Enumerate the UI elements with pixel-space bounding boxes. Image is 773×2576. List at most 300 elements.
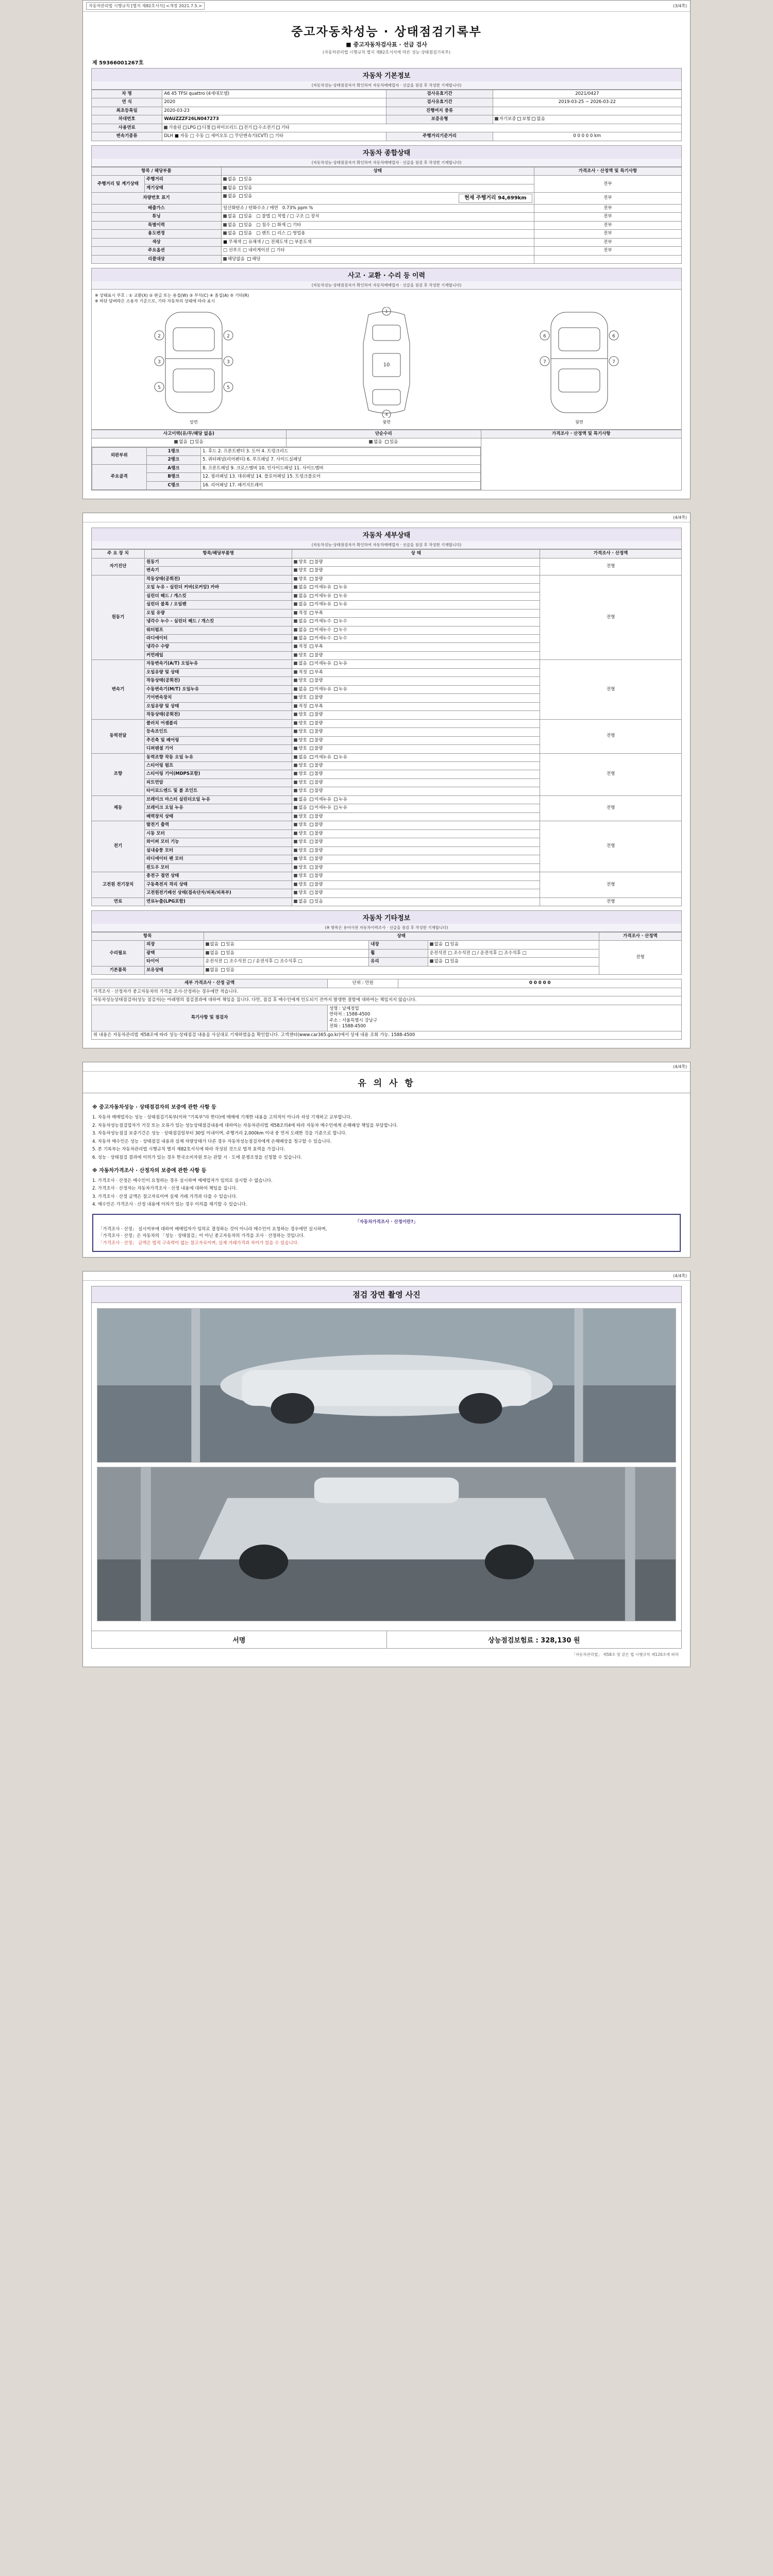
checkbox-exterior-none[interactable] bbox=[206, 942, 209, 946]
checkbox-2-1-0[interactable] bbox=[294, 670, 297, 674]
checkbox-4-0-2[interactable] bbox=[334, 755, 338, 759]
detail-item-label: 실린더 블록 / 오일팬 bbox=[145, 601, 292, 609]
opt-label: 양호 bbox=[298, 559, 310, 565]
checkbox-7-2-1[interactable] bbox=[310, 891, 313, 894]
checkbox-2-0-2[interactable] bbox=[334, 662, 338, 665]
checkbox-mileage-yes[interactable] bbox=[239, 177, 243, 181]
car-diagram-front bbox=[150, 307, 238, 425]
checkbox-interior-yes[interactable] bbox=[445, 942, 449, 946]
checkbox-1-7-0[interactable] bbox=[294, 636, 297, 640]
table-row bbox=[92, 213, 682, 221]
checkbox-self-guarantee[interactable] bbox=[495, 117, 498, 121]
other-state-exterior bbox=[204, 941, 369, 949]
detail-group-price-1: 전형 bbox=[540, 575, 682, 660]
checkbox-4-0-0[interactable] bbox=[294, 755, 297, 759]
opt-label: 없음 bbox=[227, 194, 237, 199]
detail-item-label: 작동상태(공회전) bbox=[145, 711, 292, 719]
detail-item-state bbox=[292, 753, 540, 761]
detail-item-state bbox=[292, 804, 540, 812]
overall-price-plate: 전부 bbox=[534, 193, 681, 205]
label-accident-history: 사고이력(유/무/해당 없음) bbox=[92, 430, 287, 438]
checkbox-3-0-1[interactable] bbox=[310, 721, 313, 725]
overall-price-options: 전부 bbox=[534, 247, 681, 255]
checkbox-polish-none[interactable] bbox=[206, 951, 209, 955]
parts-group-frame: 주요골격 bbox=[92, 464, 147, 489]
checkbox-1-9-1[interactable] bbox=[310, 653, 313, 657]
table-row bbox=[92, 966, 682, 974]
opt-label: 불량 bbox=[314, 763, 326, 768]
checkbox-glass-yes[interactable] bbox=[445, 959, 449, 963]
detail-item-label: 배력장치 상태 bbox=[145, 812, 292, 821]
opt-label: 없음 bbox=[298, 635, 310, 641]
notice-item: 4. 매수인은 가격조사 · 산정 내용에 이의가 있는 경우 이의를 제기할 수 있습니다. bbox=[92, 1202, 247, 1208]
detail-item-label: 추진축 및 베어링 bbox=[145, 736, 292, 744]
checkbox-glass-none[interactable] bbox=[430, 959, 433, 963]
detail-item-label: 고전원전기배선 상태(접속단자/피복/피복부) bbox=[145, 889, 292, 897]
other-item-tire: 타이어 bbox=[145, 958, 204, 966]
detail-item-state bbox=[292, 838, 540, 846]
detail-item-state bbox=[292, 736, 540, 744]
checkbox-6-1-0[interactable] bbox=[294, 832, 297, 835]
detail-group-price-8: 전형 bbox=[540, 897, 682, 906]
checkbox-1-9-0[interactable] bbox=[294, 653, 297, 657]
opt-label: 미세누유 bbox=[314, 602, 334, 607]
checkbox-1-8-1[interactable] bbox=[310, 645, 313, 648]
detail-group-0: 자기진단 bbox=[92, 558, 145, 575]
opt-label: 적정 bbox=[298, 703, 310, 709]
checkbox-6-4-0[interactable] bbox=[294, 857, 297, 860]
checkbox-7-0-1[interactable] bbox=[310, 874, 313, 877]
table-row bbox=[92, 719, 682, 727]
checkbox-5-1-1[interactable] bbox=[310, 806, 313, 809]
checkbox-accident-yes[interactable] bbox=[190, 440, 194, 444]
checkbox-1-6-2[interactable] bbox=[334, 628, 338, 632]
notice-box-title: 「자동차가격조사 · 산정이란?」 bbox=[355, 1219, 418, 1225]
checkbox-gauge-none[interactable] bbox=[223, 186, 227, 190]
parts-list-2: 5. 쿼터패널(리어펜더) 6. 루프패널 7. 사이드실패널 bbox=[201, 456, 481, 464]
svg-text:5: 5 bbox=[158, 385, 161, 391]
svg-text:1: 1 bbox=[385, 309, 388, 314]
car-top-svg bbox=[348, 307, 425, 418]
checkbox-fuel-hybrid[interactable] bbox=[212, 126, 215, 129]
checkbox-5-0-0[interactable] bbox=[294, 798, 297, 801]
checkbox-1-7-2[interactable] bbox=[334, 636, 338, 640]
checkbox-4-1-0[interactable] bbox=[294, 764, 297, 767]
checkbox-5-2-1[interactable] bbox=[310, 815, 313, 818]
value-year: 2020 bbox=[162, 98, 386, 107]
table-row bbox=[92, 98, 682, 107]
checkbox-1-5-1[interactable] bbox=[310, 619, 313, 623]
checkbox-2-3-2[interactable] bbox=[334, 687, 338, 691]
form-code: 자동차관리법 시행규칙 [별지 제82호서식] <개정 2021.7.5.> bbox=[86, 2, 205, 10]
opt-label: 있음 bbox=[243, 185, 253, 191]
table-row bbox=[92, 193, 682, 205]
checkbox-tuning-yes[interactable] bbox=[239, 214, 243, 218]
checkbox-2-5-1[interactable] bbox=[310, 704, 313, 708]
checkbox-fuel-lpg[interactable] bbox=[183, 126, 187, 129]
overall-price-recall bbox=[534, 255, 681, 263]
other-col-state: 상태 bbox=[204, 932, 599, 940]
parts-list-b: 12. 필러패널 13. 대쉬패널 14. 플로어패널 15. 트렁크플로어 bbox=[201, 473, 481, 481]
detail-item-state bbox=[292, 880, 540, 889]
checkbox-1-2-2[interactable] bbox=[334, 594, 338, 598]
detail-item-state bbox=[292, 728, 540, 736]
checkbox-7-2-0[interactable] bbox=[294, 891, 297, 894]
checkbox-3-3-1[interactable] bbox=[310, 747, 313, 750]
overall-state-emission bbox=[221, 204, 534, 212]
other-price-value: 전형 bbox=[599, 941, 681, 975]
section-overall-title: 자동차 종합상태 bbox=[91, 145, 682, 159]
checkbox-recall-none[interactable] bbox=[223, 257, 227, 261]
opt-label: 부족 bbox=[314, 610, 326, 616]
fee-digit: 0 bbox=[533, 980, 537, 986]
checkbox-5-0-2[interactable] bbox=[334, 798, 338, 801]
checkbox-8-0-1[interactable] bbox=[310, 900, 313, 903]
checkbox-4-2-1[interactable] bbox=[310, 772, 313, 775]
checkbox-1-1-0[interactable] bbox=[294, 585, 297, 589]
checkbox-7-1-1[interactable] bbox=[310, 883, 313, 886]
checkbox-usage-none[interactable] bbox=[223, 231, 227, 235]
detail-group-7: 고전원 전기장치 bbox=[92, 872, 145, 897]
value-inspection-type bbox=[493, 107, 681, 115]
checkbox-1-3-1[interactable] bbox=[310, 602, 313, 606]
opt-label: 없음 bbox=[210, 967, 219, 973]
section-other-note: (※ 항목은 용어사전 자동차이력조사 · 선급을 점검 후 작성한 기재합니다) bbox=[91, 924, 682, 932]
checkbox-3-1-1[interactable] bbox=[310, 730, 313, 733]
page-2-top-strip bbox=[83, 513, 690, 522]
table-row bbox=[92, 1031, 682, 1039]
opt-label: 없음 bbox=[298, 796, 310, 802]
opt-label: 미세누유 bbox=[314, 754, 334, 760]
detail-item-state bbox=[292, 643, 540, 651]
checkbox-0-0-1[interactable] bbox=[310, 560, 313, 564]
checkbox-accident-none[interactable] bbox=[174, 440, 178, 444]
checkbox-plate-yes[interactable] bbox=[239, 194, 243, 198]
overall-item-special: 특별이력 bbox=[92, 221, 222, 229]
checkbox-4-2-0[interactable] bbox=[294, 772, 297, 775]
opt-label: 불량 bbox=[314, 678, 326, 684]
detail-item-state bbox=[292, 592, 540, 600]
svg-text:2: 2 bbox=[227, 334, 230, 339]
checkbox-4-4-0[interactable] bbox=[294, 789, 297, 792]
value-simple-repair: 없음 있음 bbox=[286, 438, 481, 447]
table-row bbox=[92, 558, 682, 566]
fee-digits bbox=[398, 979, 682, 988]
checkbox-1-1-1[interactable] bbox=[310, 585, 313, 589]
opt-label: 미세누유 bbox=[314, 805, 334, 811]
checkbox-1-2-0[interactable] bbox=[294, 594, 297, 598]
checkbox-holding-yes[interactable] bbox=[221, 968, 225, 972]
checkbox-1-4-0[interactable] bbox=[294, 611, 297, 615]
checkbox-8-0-0[interactable] bbox=[294, 900, 297, 903]
checkbox-fuel-hydrogen[interactable] bbox=[254, 126, 257, 129]
checkbox-2-2-0[interactable] bbox=[294, 679, 297, 682]
opt-label: 적정 bbox=[298, 644, 310, 650]
fee-digit: 0 bbox=[547, 980, 551, 986]
detail-item-state bbox=[292, 897, 540, 906]
detail-item-label: 충전구 절연 상태 bbox=[145, 872, 292, 880]
other-item-interior: 내장 bbox=[369, 941, 428, 949]
table-row bbox=[92, 660, 682, 668]
checkbox-0-1-0[interactable] bbox=[294, 568, 297, 572]
detail-item-label: 구동축전지 격리 상태 bbox=[145, 880, 292, 889]
checkbox-1-7-1[interactable] bbox=[310, 636, 313, 640]
checkbox-2-3-0[interactable] bbox=[294, 687, 297, 691]
checkbox-4-4-1[interactable] bbox=[310, 789, 313, 792]
checkbox-4-3-0[interactable] bbox=[294, 781, 297, 784]
opt-label: 부족 bbox=[314, 644, 326, 650]
table-row bbox=[92, 238, 682, 246]
notice-heading-2: ※ 자동차가격조사 · 산정자의 보증에 관한 사항 등 bbox=[92, 1167, 207, 1174]
detail-item-label: 오일 누유 - 실린더 커버(로커암) 카바 bbox=[145, 584, 292, 592]
checkbox-5-1-0[interactable] bbox=[294, 806, 297, 809]
checkbox-6-2-0[interactable] bbox=[294, 840, 297, 843]
detail-item-state bbox=[292, 702, 540, 710]
detail-group-1: 원동기 bbox=[92, 575, 145, 660]
checkbox-1-6-0[interactable] bbox=[294, 628, 297, 632]
opt-label: 양호 bbox=[298, 695, 310, 701]
car-diagram-top bbox=[348, 307, 425, 425]
checkbox-1-0-0[interactable] bbox=[294, 577, 297, 581]
detail-item-label: 오일 유량 bbox=[145, 609, 292, 617]
checkbox-4-1-1[interactable] bbox=[310, 764, 313, 767]
table-row bbox=[92, 872, 682, 880]
detail-item-state bbox=[292, 795, 540, 804]
checkbox-tuning-none[interactable] bbox=[223, 214, 227, 218]
checkbox-6-0-0[interactable] bbox=[294, 823, 297, 826]
detail-item-state bbox=[292, 575, 540, 583]
opt-label: 없음 bbox=[210, 950, 219, 956]
checkbox-6-5-1[interactable] bbox=[310, 866, 313, 869]
checkbox-7-1-0[interactable] bbox=[294, 883, 297, 886]
checkbox-1-4-1[interactable] bbox=[310, 611, 313, 615]
section-accident-title: 사고 · 교환 · 수리 등 이력 bbox=[91, 268, 682, 281]
opt-label: 미세누유 bbox=[314, 661, 334, 667]
checkbox-1-5-0[interactable] bbox=[294, 619, 297, 623]
other-state-tire: 운전석전 □ 조수석전 □ / 운전석후 □ 조수석후 □ bbox=[204, 958, 369, 966]
checkbox-2-6-1[interactable] bbox=[310, 713, 313, 716]
checkbox-2-1-1[interactable] bbox=[310, 670, 313, 674]
table-row bbox=[92, 132, 682, 141]
detail-item-label: 변속기 bbox=[145, 567, 292, 575]
checkbox-repair-yes[interactable] bbox=[385, 440, 389, 444]
detail-item-state bbox=[292, 745, 540, 753]
checkbox-recall-yes[interactable] bbox=[247, 257, 251, 261]
checkbox-2-4-0[interactable] bbox=[294, 696, 297, 699]
checkbox-special-none[interactable] bbox=[223, 223, 227, 227]
label-first-registration: 최초등록일 bbox=[92, 107, 162, 115]
current-mileage-label: 현재 주행거리 bbox=[464, 195, 496, 201]
opt-label: 없음 bbox=[227, 177, 237, 182]
signature-label: 서명 bbox=[92, 1631, 387, 1648]
opt-label: 양호 bbox=[298, 652, 310, 658]
checkbox-fuel-electric[interactable] bbox=[239, 126, 243, 129]
checkbox-3-2-0[interactable] bbox=[294, 738, 297, 742]
checkbox-3-1-0[interactable] bbox=[294, 730, 297, 733]
checkbox-fuel-etc[interactable] bbox=[276, 126, 280, 129]
checkbox-1-1-2[interactable] bbox=[334, 585, 338, 589]
overall-state-table bbox=[91, 167, 682, 264]
checkbox-interior-none[interactable] bbox=[430, 942, 433, 946]
fee-digit: 0 bbox=[538, 980, 542, 986]
opt-label: 불량 bbox=[314, 848, 326, 853]
detail-item-label: 브레이크 오일 누유 bbox=[145, 804, 292, 812]
opt-label: 없음 bbox=[227, 231, 237, 236]
checkbox-6-2-1[interactable] bbox=[310, 840, 313, 843]
checkbox-plate-none[interactable] bbox=[223, 194, 227, 198]
detail-item-label: 등속조인트 bbox=[145, 728, 292, 736]
checkbox-4-0-1[interactable] bbox=[310, 755, 313, 759]
fee-contact-line: 성명 : 남제정업 bbox=[329, 1006, 359, 1011]
checkbox-none[interactable] bbox=[532, 117, 535, 121]
opt-label: 양호 bbox=[298, 814, 310, 819]
checkbox-1-8-0[interactable] bbox=[294, 645, 297, 648]
accident-diagram-area bbox=[91, 290, 682, 430]
car-rear-svg bbox=[535, 307, 623, 418]
detail-group-3: 동력전달 bbox=[92, 719, 145, 753]
checkbox-5-0-1[interactable] bbox=[310, 798, 313, 801]
overall-item-options: 주요옵션 bbox=[92, 247, 222, 255]
detail-item-state bbox=[292, 677, 540, 685]
checkbox-1-3-0[interactable] bbox=[294, 602, 297, 606]
detail-item-label: 라디에이터 bbox=[145, 634, 292, 642]
opt-label: 없음 bbox=[298, 661, 310, 667]
detail-group-price-6: 전형 bbox=[540, 821, 682, 872]
notice-heading-1: ※ 중고자동차성능 · 상태점검자의 보증에 관한 사항 등 bbox=[92, 1105, 216, 1111]
checkbox-6-5-0[interactable] bbox=[294, 866, 297, 869]
fee-left-note: 가격조사 · 산정자가 중고자동차의 가격을 조사·산정하는 경우에만 적습니다. bbox=[92, 988, 682, 996]
checkbox-2-5-0[interactable] bbox=[294, 704, 297, 708]
section-other-title: 자동차 기타정보 bbox=[91, 910, 682, 924]
checkbox-fuel-diesel[interactable] bbox=[197, 126, 201, 129]
checkbox-2-6-0[interactable] bbox=[294, 713, 297, 716]
checkbox-7-0-0[interactable] bbox=[294, 874, 297, 877]
detail-item-state bbox=[292, 787, 540, 795]
detail-group-5: 제동 bbox=[92, 795, 145, 821]
detail-item-state bbox=[292, 711, 540, 719]
opt-label: 불량 bbox=[314, 831, 326, 836]
inspection-photo-2 bbox=[97, 1467, 676, 1621]
current-mileage-box bbox=[459, 194, 532, 203]
checkbox-2-0-0[interactable] bbox=[294, 662, 297, 665]
checkbox-1-5-2[interactable] bbox=[334, 619, 338, 623]
detail-table-body bbox=[92, 558, 682, 906]
checkbox-5-2-0[interactable] bbox=[294, 815, 297, 818]
table-header-row bbox=[92, 167, 682, 175]
overall-item-usage: 용도변경 bbox=[92, 230, 222, 238]
checkbox-0-0-0[interactable] bbox=[294, 560, 297, 564]
checkbox-repair-none[interactable] bbox=[369, 440, 373, 444]
car-diagram-rear bbox=[535, 307, 623, 425]
detail-item-label: 기어변속장치 bbox=[145, 694, 292, 702]
parts-list-1: 1. 후드 2. 프론트펜더 3. 도어 4. 트렁크리드 bbox=[201, 447, 481, 455]
table-row bbox=[92, 795, 682, 804]
opt-label: 불량 bbox=[314, 839, 326, 845]
checkbox-gauge-yes[interactable] bbox=[239, 186, 243, 190]
opt-label: 없음 bbox=[298, 805, 310, 811]
opt-label: 누유 bbox=[339, 686, 350, 692]
checkbox-2-0-1[interactable] bbox=[310, 662, 313, 665]
overall-price-usage: 전부 bbox=[534, 230, 681, 238]
checkbox-0-1-1[interactable] bbox=[310, 568, 313, 572]
table-row bbox=[92, 821, 682, 829]
parts-rank-2: 2랭크 bbox=[146, 456, 201, 464]
detail-item-state bbox=[292, 872, 540, 880]
checkbox-6-1-1[interactable] bbox=[310, 832, 313, 835]
opt-label: 양호 bbox=[298, 822, 310, 828]
checkbox-1-3-2[interactable] bbox=[334, 602, 338, 606]
table-row bbox=[92, 464, 481, 472]
checkbox-6-0-1[interactable] bbox=[310, 823, 313, 826]
checkbox-mileage-none[interactable] bbox=[223, 177, 227, 181]
opt-label: 불량 bbox=[314, 788, 326, 794]
opt-label: 양호 bbox=[298, 873, 310, 879]
detail-group-price-0: 전형 bbox=[540, 558, 682, 575]
checkbox-exterior-yes[interactable] bbox=[221, 942, 225, 946]
detail-item-state bbox=[292, 812, 540, 821]
checkbox-insurance[interactable] bbox=[517, 117, 521, 121]
table-row bbox=[92, 897, 682, 906]
checkbox-2-4-1[interactable] bbox=[310, 696, 313, 699]
detail-group-4: 조향 bbox=[92, 753, 145, 795]
photos-footer: 「자동차관리법」 제58조 및 같은 법 시행규칙 제120조에 따라 bbox=[572, 1652, 679, 1657]
checkbox-1-2-1[interactable] bbox=[310, 594, 313, 598]
checkbox-4-3-1[interactable] bbox=[310, 781, 313, 784]
detail-col-price: 가격조사 · 산정액 bbox=[540, 550, 682, 558]
checkbox-3-3-0[interactable] bbox=[294, 747, 297, 750]
checkbox-6-4-1[interactable] bbox=[310, 857, 313, 860]
car-diagram-top-label: 윗면 bbox=[382, 420, 391, 425]
opt-label: 있음 bbox=[243, 214, 253, 219]
checkbox-fuel-gasoline[interactable] bbox=[164, 126, 167, 129]
svg-text:7: 7 bbox=[612, 360, 615, 365]
opt-label: 누유 bbox=[339, 602, 350, 607]
detail-item-label: 작동상태(공회전) bbox=[145, 575, 292, 583]
overall-price-tuning: 전부 bbox=[534, 213, 681, 221]
other-state-polish bbox=[204, 949, 369, 957]
other-info-table bbox=[91, 932, 682, 975]
label-year: 연 식 bbox=[92, 98, 162, 107]
parts-rank-1: 1랭크 bbox=[146, 447, 201, 455]
detail-item-state bbox=[292, 668, 540, 676]
checkbox-2-3-1[interactable] bbox=[310, 687, 313, 691]
opt-label: 없음 bbox=[434, 959, 443, 964]
other-col-price: 가격조사 · 산정액 bbox=[599, 932, 681, 940]
detail-group-6: 전기 bbox=[92, 821, 145, 872]
page-3-top-strip bbox=[83, 1062, 690, 1072]
checkbox-polish-yes[interactable] bbox=[221, 951, 225, 955]
fee-table bbox=[91, 979, 682, 1040]
checkbox-special-yes[interactable] bbox=[239, 223, 243, 227]
overall-price-mileage: 전부 bbox=[534, 176, 681, 193]
opt-label: 불량 bbox=[314, 890, 326, 896]
checkbox-2-2-1[interactable] bbox=[310, 679, 313, 682]
other-state-interior bbox=[428, 941, 599, 949]
checkbox-6-3-1[interactable] bbox=[310, 849, 313, 852]
checkbox-1-0-1[interactable] bbox=[310, 577, 313, 581]
table-row bbox=[92, 230, 682, 238]
opt-label: 없음 bbox=[227, 185, 237, 191]
checkbox-3-0-0[interactable] bbox=[294, 721, 297, 725]
checkbox-1-6-1[interactable] bbox=[310, 628, 313, 632]
checkbox-holding-none[interactable] bbox=[206, 968, 209, 972]
checkbox-3-2-1[interactable] bbox=[310, 738, 313, 742]
detail-group-2: 변속기 bbox=[92, 660, 145, 719]
checkbox-5-1-2[interactable] bbox=[334, 806, 338, 809]
overall-item-color: 색상 bbox=[92, 238, 222, 246]
checkbox-usage-yes[interactable] bbox=[239, 231, 243, 235]
checkbox-6-3-0[interactable] bbox=[294, 849, 297, 852]
